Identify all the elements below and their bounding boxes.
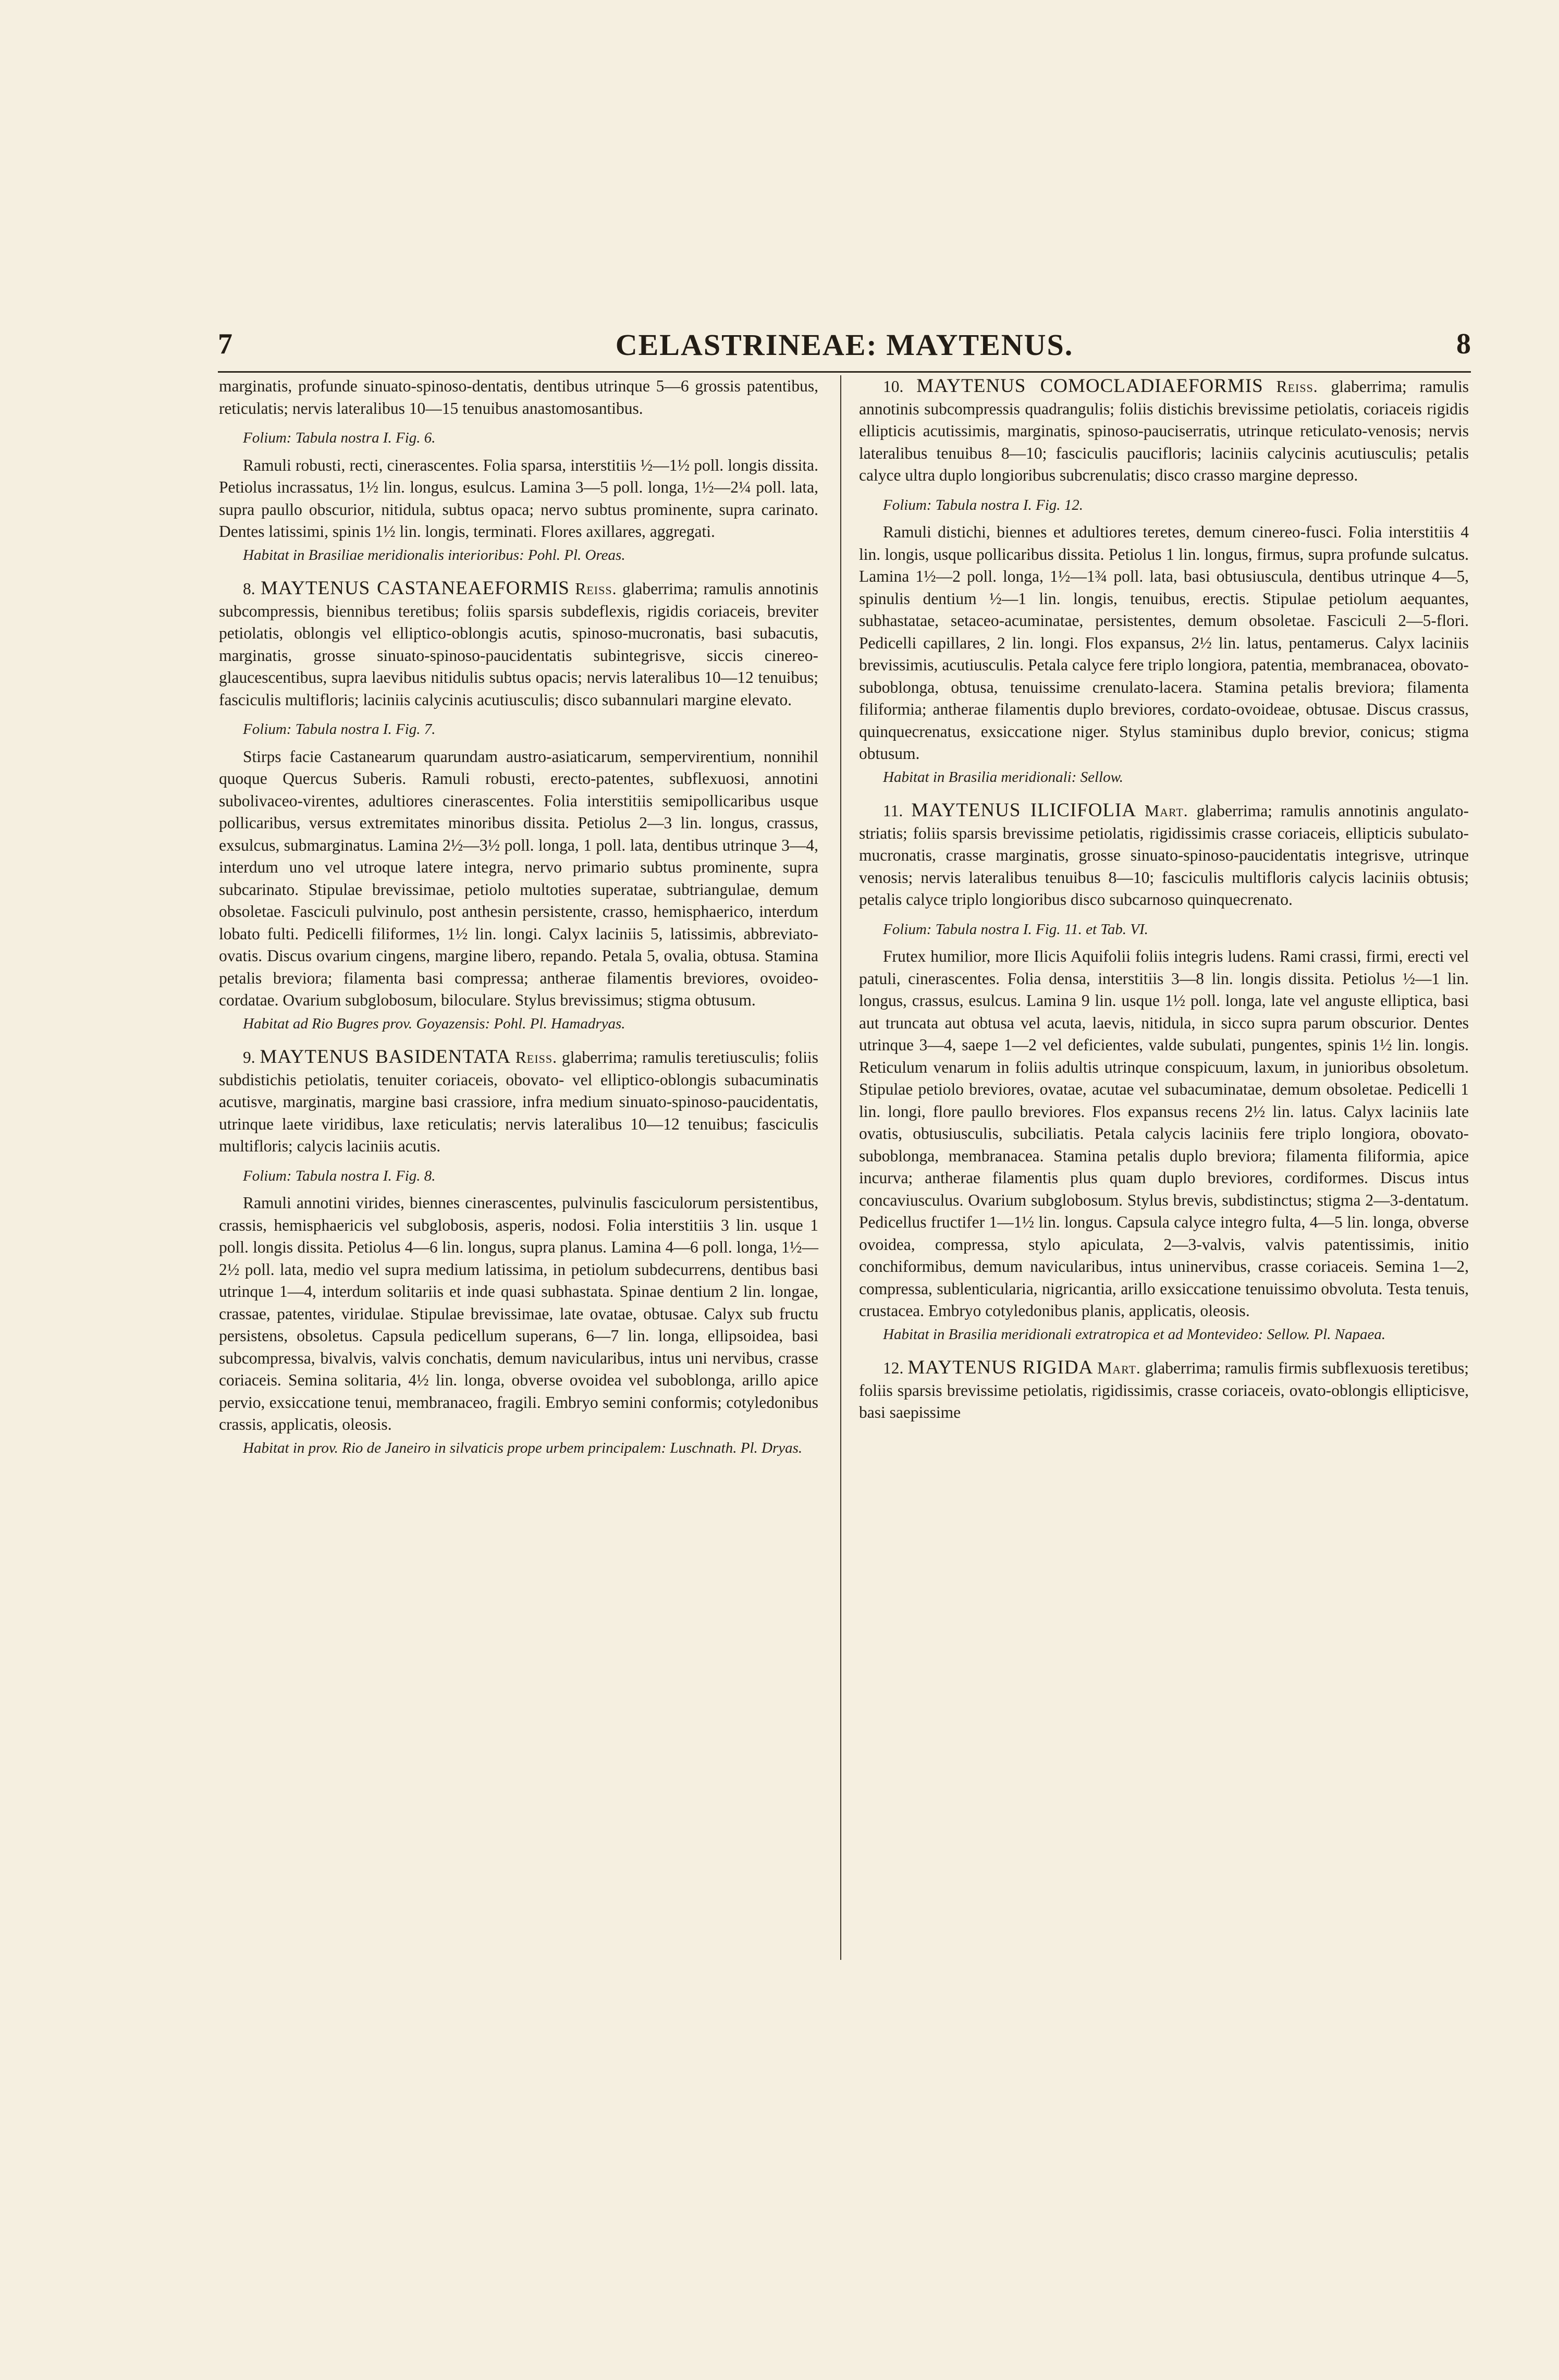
species-name: MAYTENUS BASIDENTATA (260, 1046, 511, 1068)
species-diagnosis: glaberrima; ramulis annotinis angulato-striatis; foliis sparsis brevissime petiolatis, rigidissimis crasse coriaceis, ellipticis subulato-mucronatis, crasse marginatis, grosse sinuato-spinoso-paucidentatis integrisve, utrinque venosis; nervis lateralibus tenuibus 8—10; fasciculis multifloris calycis laciniis obtusis; petalis calyce triplo longioribus disco subcarnoso quinquecrenato. (859, 802, 1469, 909)
species-name: MAYTENUS ILICIFOLIA (911, 800, 1137, 821)
species-diagnosis: glaberrima; ramulis annotinis subcompressis quadrangulis; foliis distichis brevissime petiolatis, coriaceis rigidis ellipticis acutissimis, marginatis, spinoso-pauciserratis, utrinque reticulato-venosis; nervis lateralibus tenuibus 8—10; fasciculis paucifloris; laciniis calycinis acutiusculis; petalis calyce ultra duplo longioribus subcrenulatis; disco crasso margine depresso. (859, 377, 1469, 484)
species-number: 9. (243, 1048, 255, 1066)
column-divider (840, 375, 841, 1960)
species-author: Reiss. (575, 580, 617, 598)
species-description: Ramuli robusti, recti, cinerascentes. Folia sparsa, interstitiis ½—1½ poll. longis dissita. Petiolus incrassatus, 1½ lin. longus, esulcus. Lamina 3—5 poll. longa, 1½—2¼ poll. lata, supra paullo obscurior, nitidula, subtus opaca; nervo subtus prominente, supra carinato. Dentes latissimi, spinis 1½ lin. longis, terminati. Flores axillares, aggregati. (219, 456, 818, 541)
right-column (859, 375, 1469, 1424)
figure-reference: Folium: Tabula nostra I. Fig. 7. (243, 721, 436, 738)
page-top-margin (0, 0, 1559, 323)
species-diagnosis: glaberrima; ramulis teretiusculis; foliis subdistichis petiolatis, tenuiter coriaceis, obovato- vel elliptico-oblongis subacuminatis acutisve, marginatis, margine basi crassiore, infra medium sinuato-spinoso-paucidentatis, utrinque laete viridibus, laxe reticulatis; nervis lateralibus 10—12 tenuibus; fasciculis multifloris; calycis laciniis acutis. (219, 1048, 819, 1155)
species-name: MAYTENUS CASTANEAEFORMIS (261, 578, 570, 599)
habitat-note: Habitat in Brasilia meridionali extratropica et ad Montevideo: Sellow. Pl. Napaea. (883, 1326, 1386, 1343)
continuation-paragraph: marginatis, profunde sinuato-spinoso-dentatis, dentibus utrinque 5—6 grossis patentibus, reticulatis; nervis lateralibus 10—15 tenuibus anastomosantibus. (219, 377, 818, 418)
species-name: MAYTENUS COMOCLADIAEFORMIS (916, 375, 1263, 397)
figure-reference: Folium: Tabula nostra I. Fig. 6. (243, 430, 436, 446)
species-description: Stirps facie Castanearum quarundam austro-asiaticarum, sempervirentium, nonnihil quoque Quercus Suberis. Ramuli robusti, erecto-patentes, subflexuosi, annotini subolivaceo-virentes, adultiores cinerascentes. Folia interstitiis semipollicaribus usque pollicaribus, versus extremitates minoribus dissita. Petiolus 2—3 lin. longus, crassus, exsulcus, submarginatus. Lamina 2½—3½ poll. longa, 1 poll. lata, dentibus utrinque 3—4, interdum uno vel utroque latere integra, nervo primario subtus prominente, supra subcarinato. Stipulae brevissimae, petiolo multoties superatae, subtriangulae, demum obsoletae. Fasciculi pulvinulo, post anthesin persistente, crasso, hemisphaerico, interdum lobato fulti. Pedicelli filiformes, 1½ lin. longi. Calyx laciniis 5, latissimis, abbreviato-ovatis. Discus ovarium cingens, margine libero, repando. Petala 5, ovalia, obtusa. Stamina petalis breviora; filamenta basi compressa; antherae filamentis breviores, ovoideo-cordatae. Ovarium subglobosum, biloculare. Stylus brevissimus; stigma obtusum. (219, 747, 818, 1009)
species-name: MAYTENUS RIGIDA (907, 1357, 1094, 1378)
species-description: Ramuli annotini virides, biennes cinerascentes, pulvinulis fasciculorum persistentibus, crassis, hemisphaericis vel subglobosis, asperis, nodosi. Folia interstitiis 3 lin. usque 1 poll. longis dissita. Petiolus 4—6 lin. longus, supra planus. Lamina 4—6 poll. longa, 1½—2½ poll. lata, medio vel supra medium latissima, in petiolum subdecurrens, dentibus basi utrinque 1—4, interdum solitariis et inde quasi subhastata. Spinae dentium 2 lin. longae, crassae, patentes, viridulae. Stipulae brevissimae, late ovatae, obtusae. Calyx sub fructu persistens, obsoletus. Capsula pedicellum superans, 6—7 lin. longa, ellipsoidea, basi subcompressa, bivalvis, valvis conchatis, demum navicularibus, intus uni nervibus, crasse coriaceis. Semina solitaria, 4½ lin. longa, obverse ovoidea vel suboblonga, arillo apice pervio, exsiccatione tenui, membranaceo, fragili. Embryo semini conformis; cotyledonibus crassis, applicatis, oleosis. (219, 1194, 818, 1433)
species-description: Ramuli distichi, biennes et adultiores teretes, demum cinereo-fusci. Folia interstitiis 4 lin. longis, usque pollicaribus dissita. Petiolus 1 lin. longus, firmus, supra profunde sulcatus. Lamina 1½—2 poll. longa, 1½—1¾ poll. lata, basi obtusiuscula, dentibus utrinque 4—5, spinulis dentium ½—1 lin. longis, tenuibus, erectis. Stipulae petiolum aequantes, subhastatae, setaceo-acuminatae, persistentes, demum obsoletae. Fasciculi 2—5-flori. Pedicelli capillares, 2 lin. longi. Flos expansus, 2½ lin. latus, pentamerus. Calyx laciniis brevissimis, acutiusculis. Petala calyce fere triplo longiora, patentia, membranacea, obovato-suboblonga, obtusa, tenuissime crenulato-lacera. Stamina petalis breviora; filamenta filiformia; antherae filamentis duplo breviores, cordato-ovoideae, obtusae. Discus crassus, quinquecrenatus, exsiccatione niger. Stylus staminibus duplo brevior, conicus; stigma obtusum. (859, 523, 1469, 763)
running-header (218, 327, 1471, 374)
species-entry-11 (859, 800, 1469, 911)
figure-reference: Folium: Tabula nostra I. Fig. 11. et Tab. VI. (883, 921, 1148, 938)
left-column (219, 375, 818, 1459)
left-page-number: 7 (218, 328, 232, 360)
species-author: Mart. (1097, 1359, 1141, 1377)
habitat-note: Habitat in Brasiliae meridionalis interioribus: Pohl. Pl. Oreas. (243, 546, 625, 563)
species-number: 8. (243, 580, 255, 598)
habitat-note: Habitat ad Rio Bugres prov. Goyazensis: Pohl. Pl. Hamadryas. (243, 1015, 625, 1032)
species-entry-10 (859, 375, 1469, 487)
figure-reference: Folium: Tabula nostra I. Fig. 8. (243, 1167, 436, 1184)
species-author: Mart. (1145, 802, 1188, 820)
species-author: Reiss. (1276, 377, 1318, 396)
species-entry-9 (219, 1046, 818, 1158)
species-entry-8 (219, 578, 818, 711)
right-page-number: 8 (1456, 328, 1471, 360)
species-number: 12. (883, 1359, 904, 1377)
running-title: CELASTRINEAE: MAYTENUS. (615, 328, 1074, 362)
species-author: Reiss. (515, 1048, 557, 1066)
habitat-note: Habitat in prov. Rio de Janeiro in silvaticis prope urbem principalem: Luschnath. Pl. Dryas. (243, 1439, 803, 1456)
species-entry-12 (859, 1357, 1469, 1424)
habitat-note: Habitat in Brasilia meridionali: Sellow. (883, 768, 1124, 786)
species-number: 10. (883, 377, 904, 396)
figure-reference: Folium: Tabula nostra I. Fig. 12. (883, 496, 1084, 513)
species-diagnosis: glaberrima; ramulis firmis subflexuosis teretibus; foliis sparsis brevissime petiolatis, rigidissimis, crasse coriaceis, ovato-oblongis ellipticisve, basi saepissime (859, 1359, 1469, 1421)
species-diagnosis: glaberrima; ramulis annotinis subcompressis, biennibus teretibus; foliis sparsis subdeflexis, rigidis coriaceis, breviter petiolatis, oblongis vel elliptico-oblongis acutis, spinoso-mucronatis, basi subacutis, marginatis, grosse sinuato-spinoso-paucidentatis subintegrisve, siccis cinereo-glaucescentibus, supra laevibus nitidulis subtus opacis; nervis lateralibus 10—12 tenuibus; fasciculis multifloris; laciniis calycinis acutiusculis; disco subannulari margine elevato. (219, 580, 819, 709)
species-number: 11. (883, 802, 903, 820)
header-rule (218, 371, 1471, 373)
species-description: Frutex humilior, more Ilicis Aquifolii foliis integris ludens. Rami crassi, firmi, erecti vel patuli, cinerascentes. Folia densa, interstitiis 3—8 lin. longis dissita. Petiolus ½—1 lin. longus, crassus, esulcus. Lamina 9 lin. usque 1½ poll. longa, late vel anguste elliptica, basi aut truncata aut obtusa vel acuta, laevis, nitidula, in sicco supra parum obscurior. Dentes utrinque 3—4, saepe 1—2 vel deficientes, valde subulati, pungentes, spinis 1½ lin. longis. Reticulum venarum in foliis adultis utrinque conspicuum, laxum, in junioribus obsoletum. Stipulae petiolo breviores, ovatae, acutae vel subacuminatae, demum obsoletae. Pedicelli 1 lin. longi, flore paullo breviores. Flos expansus recens 2½ lin. latus. Calyx laciniis late ovatis, obtusiusculis, subciliatis. Petala calycis laciniis fere triplo longiora, obovato-suboblonga, membranacea. Stamina petalis duplo breviora; filamenta filiformia, apice incurva; antherae filamentis plus quam duplo breviores, cordiformes. Discus intus concaviusculus. Ovarium subglobosum. Stylus brevis, subdistinctus; stigma 2—3-dentatum. Pedicellus fructifer 1—1½ lin. longus. Capsula calyce integro fulta, 4—5 lin. longa, obverse ovoidea, compressa, stylo apiculata, 2—3-valvis, valvis patentissimis, initio conchiformibus, demum navicularibus, intus uninervibus, crasse coriaceis. Semina 1—2, compressa, sublenticularia, nigricantia, arillo exsiccatione tenuissimo obvoluta. Testa tenuis, crustacea. Embryo cotyledonibus planis, applicatis, oleosis. (859, 947, 1469, 1320)
